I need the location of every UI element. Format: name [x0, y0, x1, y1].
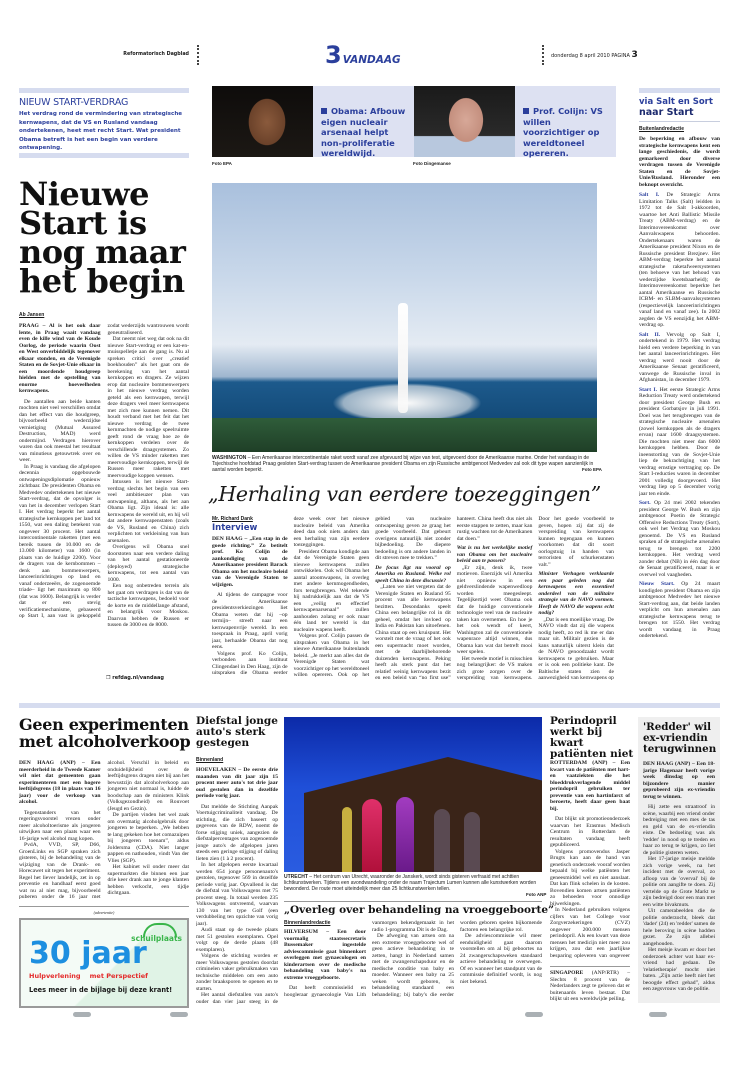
perindopril-headline: Perindopril werkt bij kwart patiënten niet: [550, 715, 634, 760]
interview-body: [212, 516, 614, 682]
paragraph: Volgens promovendus Jasper Brugts kan aan de hand van genetisch onderzoek vooraf worden bepaald bij welke patiënten het geneesmiddel wel en niet aanslaat. Dat kan flink schelen in de kosten. Bovendien komen artsen patiënten zo behoeden voor onnodige bijwerkingen.: [550, 848, 630, 907]
missile-caption: WASHINGTON – Een Amerikaanse intercontinentale raket wordt vanaf zee afgevuurd bij wijze van test, uitgevoerd door de Amerikaanse marine. Onder het vandaag in de Tsjechische hoofdstad Praag gesloten Start-verdrag tussen de Amerikaanse president Obama en zijn Russische ambtgenoot Medvedev zal ook dit type wapen aanzienlijk in aantal worden beperkt.: [212, 455, 594, 473]
window: [464, 812, 480, 872]
paragraph: Salt II. Vervolg op Salt I, ondertekend in 1979. Het verdrag hield een verdere beperking in van het aantal lanceerinrichtingen. Het verdrag werd nooit door de Amerikaanse Senaat geratificeerd, vanwege de Russische inval in Afghanistan, in december 1979.: [639, 331, 720, 383]
divider: [550, 966, 630, 967]
quote-obama: Obama: Afbouw eigen nucleair arsenaal helpt non-proliferatie wereldwijd.: [313, 86, 414, 157]
paragraph: Volgens de stichting worden er meer Volkswagens gestolen doordat criminelen vaker gebruikmaken van technische middelen om een auto zonder braaksporen te openen en te starten.: [196, 953, 278, 992]
paragraph-label: Salt II.: [639, 331, 661, 338]
interview-label: Interview: [212, 523, 258, 533]
page-marker: [525, 1012, 543, 1017]
paragraph: Een nog onbetreden terrein als het gaat om verdragen is dat van de tactische kernwapens, bedoeld voor de korte en de middellange afstand, en belangrijk voor Moskou. Daarvan hebben de Russen er tussen de 3000 en de 8000.: [107, 583, 189, 628]
perindopril-body: [550, 760, 630, 958]
paper-name: Reformatorisch Dagblad: [123, 52, 189, 57]
divider: [19, 88, 189, 93]
interview-headline: „Herhaling van eerdere toezeggingen”: [208, 482, 601, 506]
paragraph: Sort. Op 24 mei 2002 tekenden president George W. Bush en zijn ambtgenoot Poetin de Strategic Offensive Reductions Treaty (Sort), ook wel het Verdrag van Moskou genoemd. De VS en Rusland spraken af de strategische arsenalen terug te brengen tot 2200 kernkoppen. Het verdrag werd zonder debat (NB) in één dag door de Senaat geratificeerd, maar is er overwel vol vaagheden.: [639, 500, 720, 578]
paragraph-label: Salt I.: [639, 192, 660, 198]
window-red: [362, 799, 382, 872]
ad-big: 30 jaar: [29, 936, 147, 971]
page-marker: [73, 1012, 91, 1017]
section-name: VANDAAG: [342, 54, 401, 66]
quote-colijn: Prof. Colijn: VS willen voorzichtiger op wereldtoneel opereren.: [515, 86, 616, 157]
photo-credit: Foto ANP: [526, 892, 547, 897]
main-body: [19, 323, 189, 671]
sidebar-title-2: naar Start: [639, 107, 694, 118]
divider: [284, 901, 542, 902]
divider: [542, 45, 544, 65]
photo-credit: Foto EPA: [582, 467, 602, 472]
interview-byline: Mr. Richard Dank: [212, 516, 253, 522]
sidebar-byline: Buitenlandredactie: [639, 126, 685, 132]
main-headline: Nieuwe Start is nog maar het begin: [19, 175, 186, 300]
section-divider: [19, 703, 720, 708]
sidebar-body: [639, 136, 720, 706]
paragraph: De aantallen aan beide kanten mochten niet veel verschillen omdat dan het effect van die houdgreep, bijvoorbeeld wederzijdse vernietiging (Mutual Assured Destruction, MAD) werd ondermijnd. Verdragen hierover waren dan ook meestal het resultaat van minutieus getouwtrek over en weer.: [19, 398, 101, 463]
paragraph: Al tijdens de campagne voor de Amerikaanse presidentsverkiezingen liet Obama weten dat hij –op termijn– streeft naar een kernwapenvrije wereld. In een toespraak in Praag, april vorig jaar, herhaalde Obama dat nog eens.: [212, 592, 288, 650]
date: donderdag 8 april 2010 PAGINA: [551, 53, 630, 59]
divider: [19, 906, 189, 907]
paragraph: De adviescommissie wil meer eenduidigheid gaat daarom voorstellen om al bij geboortes na 24 zwangerschapsweken standaard actieve behandeling te overwegen. Of en wanneer het standpunt van de commissie definitief wordt, is nog niet bekend.: [460, 933, 542, 985]
refdag-link[interactable]: ❐ refdag.nl/vandaag: [106, 675, 164, 681]
sidebar-title: via Salt en Sort: [639, 97, 713, 107]
paragraph: De afweging van artsen om na een extreme vroeggeboorte wel of geen actieve behandeling in te zetten, hangt in Nederland samen met de zwangerschapsduur en de medische conditie van baby en moeder. Wanneer een baby na 25 weken wordt geboren, is behandeling standaard een behandeling; bij baby's die eerder worden geboren spelen bijkomende factoren een belangrijke rol.: [372, 920, 542, 998]
divider: [19, 153, 189, 158]
paragraph: In het afgelopen eerste kwartaal werden 654 jonge personenauto's gestolen, tegenover 569 in dezelfde periode vorig jaar. Opvallend is dat de diefstal van Volkswagens met 75 procent steeg. In totaal werden 235 Volkswagens ontvreemd, waarvan 130 van het type Golf (een verdubbeling ten opzichte van vorig jaar).: [196, 862, 278, 927]
paragraph: Volgens prof. Ko Colijn, verbonden aan instituut Clingendael in Den Haag, zijn de uitspraken die Obama eerder deze week over het nieuwe nucleaire beleid van Amerika deed dan ook niets anders dan een herhaling van zijn eerdere toezeggingen.: [212, 516, 370, 676]
missile-photo: [212, 183, 597, 452]
link-icon: ❐: [106, 675, 113, 681]
main-byline: Ab Jansen: [19, 312, 45, 318]
intro-box: [19, 88, 189, 158]
photo-credit: Foto Dingemanse: [413, 161, 451, 166]
paragraph: DEN HAAG – „Een stap in de goede richting.” Zo betitelt prof. Ko Colijn de aankondiging van de Amerikaanse president Barack Obama om het nucleaire beleid van de Verenigde Staten te wijzigen.: [212, 536, 288, 588]
paragraph: Het 17-jarige meisje meldde zich vorige week, na het incident met de overval, zo afloop van de 'overval' bij de politie om aangifte te doen. Zij vertelde op de Grote Markt te zijn bedreigd door een man met een witte bivakmuts.: [643, 856, 715, 908]
island: [212, 418, 597, 452]
advertisement[interactable]: [19, 918, 189, 1008]
paragraph: De focus ligt nu vooral op Amerika en Rusland. Welke rol speelt China in deze discussie?: [375, 564, 451, 584]
church-caption: UTRECHT – Het centrum van Utrecht, waaronder de Janskerk, wordt sinds gisteren verfraaid met achttien lichtkunstwerken. Tijdens een avondwandeling onder de naam Trajectum Lumen kunnen alle kunstwerken worden bewonderd. De route moet uiteindelijk meer dan 25 lichtkunstwerken tellen.: [284, 874, 537, 892]
paragraph: Nieuw Start. Op 24 maart kondigden president Obama en zijn ambtgenoot Medvedev het nieuwe Start-verdrag aan, dat beide landen verplicht om hun arsenalen aan strategische kernwapens terug te brengen tot 1550. Het verdrag wordt vandaag in Praag ondertekend.: [639, 581, 720, 639]
interview-text: [212, 516, 614, 682]
theft-body: [196, 767, 278, 1005]
intro-title: NIEUW START-VERDRAG: [19, 97, 129, 108]
smoke-cloud: [332, 383, 482, 423]
paragraph: Uit camerabeelden die de politie onderzocht, bleek dat 'dader' (24) en 'redder' samen de hele beroving in scène hadden gezet. Ze zijn allebei aangehouden.: [643, 908, 715, 947]
redder-headline: 'Redder' wil ex-vriendin terugwinnen: [643, 721, 717, 755]
paragraph: President Obama kondigde aan dat de Verenigde Staten geen nieuwe kernwapens zullen ontwikkelen. Ook wil Obama het aantal atoomwapens, in overleg met andere kernmogendheden, fors terugbrengen. Wel tekende hij nadrukkelijk aan dat de VS een „veilig en effectief kernwapenarsenaal” zullen aanhouden zolang er ook maar één land ter wereld is dat nucleaire wapens heeft.: [293, 548, 370, 633]
page-marker: [170, 1012, 188, 1017]
paragraph: DEN HAAG (ANP) – Een meerderheid in de Tweede Kamer wil niet dat gemeenten gaan experimenteren met een hogere leeftijdsgrens (18 in plaats van 16 jaar) voor de verkoop van alcohol.: [19, 760, 101, 805]
divider: [639, 121, 720, 122]
paragraph: HOEVELAKEN – De eerste drie maanden van dit jaar zijn 15 procent meer auto's tot drie jaar oud gestolen dan in dezelfde periode vorig jaar.: [196, 767, 278, 799]
paragraph: Intussen is het nieuwe Start-verdrag slechts het begin van een veel ambitieuzer plan van ontwapening, althans, als het aan Obama ligt. Zijn ideaal is: alle kernwapens de wereld uit, en hij wil dat andere kernwapenstaten (zoals de VS, Rusland en China) zich verplichten tot verkleining van hun arsenalen.: [107, 479, 189, 544]
window: [434, 809, 450, 872]
paragraph: Audi staat op de tweede plaats met 51 gestolen exemplaren. Opel volgt op de derde plaats (48 exemplaren).: [196, 927, 278, 953]
paragraph: DEN HAAG (ANP) – Een 18-jarige Hagenaar heeft vorige week dinsdag op een bijzondere manier geprobeerd zijn ex-vriendin terug te winnen.: [643, 761, 715, 800]
premature-text: [284, 920, 542, 998]
paragraph: Het aantal diefstallen van auto's ouder dan vier jaar steeg in de: [196, 992, 278, 1005]
ad-label: (advertentie): [93, 910, 115, 915]
date-line: [551, 50, 638, 60]
paragraph: Volgens prof. Colijn passen de uitspraken van Obama in het nieuwe Amerikaanse buitenlands beleid. „Je merkt aan alles dat de Verenigde Staten wat voorzichtiger op het wereldtoneel willen opereren. Ook op het gebied van nucleaire ontwapening geven ze graag het goede voorbeeld. Dat gebeurt overigens natuurlijk niet zonder bijbedoeling. De diepere bedoeling is om andere landen in dit streven mee te trekken.”: [293, 516, 451, 678]
paragraph: Het meisje kwam er door het onderzoek achter wat haar ex-vriend had gedaan. De 'relatietherapie' mocht niet baten. „Zijn actie heeft niet het beoogde effect gehad”, aldus een zegsvrouw van de politie.: [643, 947, 715, 992]
paragraph: Wat is nu het werkelijke motief van Obama om het nucleaire beleid aan te passen?: [456, 545, 533, 564]
page-number: 3: [631, 50, 638, 60]
paragraph: In Praag is vandaag die afgelopen decennia opgebouwde ontwapeningsdiplomatie opnieuw zichtbaar. De presidenten Obama en Medvedev ondertekenen het nieuwe Start-verdrag, dat de opvolger is van het in december verlopen Start I. Het verdrag beperkt het aantal strategische kernkoppen per land tot 1550, wat een daling betekent van ongeveer 30 procent. Het aantal intercontinentale raketten (met een bereik tussen de 10.000 en de 13.000 kilometer) van 1600 (in plaats van de huidige 2200). Voor de dragers van de kernbommen –denk aan bommenwerpers, lanceerinrichtingen op land en vanaf onderzeeërs, de zogenoemde triade– ligt het maximum op 800 (dat was 1600). Belangrijk is verder dat er een stevig verificatiemechanisme, gebaseerd op Start I, aan vast is gekoppeld zodat wederzijds wantrouwen wordt geneutraliseerd.: [19, 323, 189, 619]
section-number: 3: [325, 41, 342, 69]
paragraph: In Nederland gebruiken volgens cijfers van het College voor Zorgverzekeringen (CVZ) ongeveer 200.000 mensen perindopril. Als een kwart van deze mensen het medicijn niet meer zou krijgen, zou dat een jaarlijkse besparing opleveren van ongeveer: [550, 907, 630, 958]
paragraph: Het tweede motief is misschien nog belangrijker: de VS maken zich grote zorgen over de verspreiding van kernwapens. Door het goede voorbeeld te geven, hopen zij dat zij de verspreiding van kernwapens kunnen tegengaan en kunnen voorkomen dat dit soort oorlogstuig in handen van terroristen of schurkenstaten valt.”: [456, 516, 614, 681]
redder-body: [643, 761, 715, 997]
premature-headline: „Overleg over behandeling na vroeggeboorte”: [284, 904, 555, 916]
paragraph-label: Sort.: [639, 500, 651, 506]
paragraph-label: Start I.: [639, 386, 658, 393]
bullet-icon: [523, 108, 529, 114]
paragraph: Start I. Het eerste Strategic Arms Reduction Treaty werd ondertekend door president George Bush en president Gorbatsjov in juli 1991. Doel was het terugbrengen van de strategische nucleaire arsenalen (zowel kernkoppen als de dragers ervan) naar 1600 draagsystemen. Die mochten niet meer dan 6000 kernkoppen hebben. Door de ineenstorting van de Sovjet-Unie liep de bekrachtiging van het verdrag ernstige vertraging op. De Start I-reducties waren in december 2001 volledig doorgevoerd. Het verdrag liep op 5 december vorig jaar ten einde.: [639, 386, 720, 497]
wave-icon: [143, 923, 177, 937]
church-building: [304, 757, 542, 872]
section-title: [325, 41, 401, 69]
divider: [639, 88, 720, 93]
paragraph: „Dat is een moeilijke vraag. De NAVO vindt dat zij die wapens nodig heeft, zo red ik me er dan maar uit. Militair gezien is de kans natuurlijk uiterst klein dat de NAVO genoodzaakt wordt kernwapens te gebruiken. Maar er is ook een politieke kant. De Baltische staten zien de aanwezigheid van kernwapens op: [538, 616, 614, 681]
window-purple: [396, 797, 414, 872]
obama-photo: [212, 86, 313, 157]
paragraph: Tegenstanders van het regeringsvoorstel vrezen onder meer alcoholtoerisme als jongeren uitwijken naar een plaats waar een 16-jarige wel alcohol mag kopen.: [19, 809, 101, 842]
page-marker: [649, 1012, 667, 1017]
paragraph: HILVERSUM – Een door voormalig staatssecretaris Bussemaker ingestelde adviescommissie gaat binnenkort overleggen met gynaecologen en kinderartsen over de medische behandeling van baby's na extreme vroeggeboorte.: [284, 929, 366, 981]
divider: [197, 45, 199, 65]
intro-text: Het verdrag rond de vermindering van strategische kernwapens, dat de VS en Rusland vandaag ondertekenen, heet met recht Start. Wat president Obama betreft is het een begin van verdere ontwapening.: [19, 111, 183, 151]
paragraph: Overigens wil Obama snel doorstoten naar een verdere daling van het aantal gestationeerde (deployed) strategische kernwapens, tot een aantal van 1000.: [107, 544, 189, 583]
paragraph: Minister Verhagen verklaarde een paar geleden nog dat kernwapens een essentieel onderdeel van de militaire strategie van de NAVO vormen. Heeft de NAVO die wapens echt nodig?: [538, 571, 614, 616]
paragraph: Dat blijkt uit promotieonderzoek waarvan het Erasmus Medisch Centrum in Rotterdam de resultaten vandaag heeft gepubliceerd.: [550, 816, 630, 848]
alcohol-body: [19, 760, 189, 902]
photo-credit: Foto EPA: [212, 161, 232, 166]
paragraph: De beperking en afbouw van strategische kernwapens kent een lange geschiedenis, die wordt gemarkeerd door diverse verdragen tussen de Verenigde Staten en de Sovjet-Unie/Rusland. Hieronder een beknopt overzicht.: [639, 136, 720, 188]
premature-byline: Binnenlandredactie: [284, 920, 331, 926]
window-lit: [342, 807, 352, 872]
alcohol-headline: Geen experimenten met alcoholverkoop: [19, 715, 191, 751]
paragraph: Het kabinet wil onder meer dat supermarkten die binnen een jaar drie keer drank aan te jonge klanten hebben verkocht, een tijdje dichtgaan.: [107, 864, 189, 896]
paragraph: De partijen vinden het wel zaak om overmatig alcoholgebruik door jongeren te beperken. „We hebben te lang gekeken hoe het comazuipen bij jongeren toenam”, aldus Joldersma (CDA). Niet langer pappen en nathouden, vindt Van der Vlies (SGP).: [107, 812, 189, 864]
theft-byline: Binnenland: [196, 757, 224, 763]
theft-headline: Diefstal jonge auto's sterk gestegen: [196, 715, 278, 749]
sidebar: [639, 88, 720, 698]
ad-tagline: Hulpverlening met Perspectief: [29, 972, 148, 980]
colijn-photo: [414, 86, 515, 157]
paragraph: PRAAG – Al is het ook daar lente, in Praag waait vandaag even de kille wind van de Koude Oorlog, de periode waarin Oost en West onverbiddelijk tegenover elkaar stonden, en de Verenigde Staten en de Sovjet-Unie elkaar in een moordende houdgreep hielden met de opstelling van enorme hoeveelheden kernwapens.: [19, 323, 101, 394]
paragraph: „Er zijn, denk ik, twee motieven. Enerzijds wil Amerika niet opnieuw in een geldverslindende wapenwedloop worden meegesleept. Tegelijkertijd weet Obama ook dat de huidige conventionele technologie veel van de nucleaire taken kan overnemen. En hoe je het ook wendt of keert, Washington zal de conventionele wapenrace altijd winnen, dus Obama kan wat dat betreft mooi weer spelen.: [456, 564, 533, 655]
ad-cta: Lees meer in de bijlage bij deze krant!: [29, 986, 173, 994]
paragraph: Salt I. De Strategic Arms Limitation Talks (Salt) leidden in 1972 tot de Salt I-akkoorden, waartoe het Anti Ballistic Missile Treaty (ABM-verdrag) en de Interimovereenkomst over Aanvalswapens behoorden. Ondertekenaars waren de Amerikaanse president Nixon en de Russische president Brezjnev. Het ABM-verdrag beperkte het aantal strategische raketafweersystemen (ten behoeve van het behoud van wederzijdse kwetsbaarheid); de Interimovereenkomst beperkte het aantal Amerikaanse en Russische ICBM- en SLBM-aanvalssystemen (respectievelijk lanceerinrichtingen vanaf land en vanaf zee). In 2002 zegden de VS eenzijdig het ABM-verdrag op.: [639, 192, 720, 328]
ad-brand: schuilplaats: [131, 934, 182, 943]
paragraph: Dat heeft commissielid en hoogleraar gynaecologie Van Lith vanmorgen bekendgemaakt in het radio 1-programma Dit is de Dag.: [284, 920, 454, 998]
bullet-icon: [321, 108, 327, 114]
paragraph-label: Nieuw Start.: [639, 581, 675, 587]
paragraph: Dat neemt niet weg dat ook na dit nieuwe Start-verdrag er een kat-en-muisspelletje aan de gang is. Nu al spreken critici over „creatief boekhouden” als het gaat om de berekening van het aantal kernkoppen en dragers. Ze wijzen erop dat nucleaire bommenwerpers in het nieuwe verdrag worden geteld als een kernwapen, terwijl deze dragers veel meer kernwapens met zich mee kunnen nemen. Dit houdt verband met het feit dat het nieuwe verdrag de twee kernmachten de nodige speelruimte geeft rond de vraag hoe ze de kernkoppen verdelen over de verschillende draagsystemen. Zo willen de VS minder raketten met meervoudige kernkoppen, terwijl de Russen meer raketten met meervoudige koppen wensen.: [107, 336, 189, 479]
paragraph: Hij zette een straatroof in scène, waarbij een vriend onder bedreiging met een mes de tas en geld van de ex-vriendin eiste. De bedoeling was als 'redder' in nood op te treden en haar zo terug te krijgen, zo liet de politie gisteren weten.: [643, 804, 715, 856]
premature-body: [284, 920, 542, 1004]
church-photo: [284, 717, 542, 872]
brief-singapore: SINGAPORE (ANP/RTR) – Slechts 8 procent van de Nederlanders zegt te geloven dat er buitenaards leven bestaat. Dat blijkt uit een wereldwijde peiling.: [550, 970, 630, 1002]
paragraph: Dat meldde de Stichting Aanpak Voertuigcriminaliteit vandaag. De stichting, die zich baseert op gegevens van de RDW, noemt de forse stijging uniek, aangezien de diefstalpercentages van zogenoemde jonge auto's de afgelopen jaren steeds een geringe stijging of daling lieten zien (1 à 2 procent).: [196, 803, 278, 862]
redder-box: [638, 717, 720, 1003]
paragraph: „Laten we niet vergeten dat de Verenigde Staten en Rusland 95 procent van alle kernwapens bezitten. Desondanks speelt China een belangrijke rol in dit geheel, omdat het invloed op India en Pakistan kan uitoefenen. China staat op een kruispunt. Het worstelt met de vraag of het ook een supermacht moet worden, met de daarbijbehorende duizenden kernwapens. Peking heeft als sterk punt dat het relatief weinig kernwapens bezit en een beleid van “no first use” hanteert. China heeft dus niet als eerste stappen te zetten, maar kan rustig wachten tot de Amerikanen dat doen.”: [375, 516, 533, 681]
paragraph: PvdA, VVD, SP, D66, GroenLinks en SGP spraken zich gisteren, bij de behandeling van de wijziging van de Drank- en Horecawet uit tegen het experiment. Regel het liever landelijk, zet in op preventie en handhaaf eerst goed wat nu al niet mag, bijvoorbeeld puberen onder de 16 jaar met alcohol. Verschil in beleid en onduidelijkheid over de leeftijdsgrens dragen niet bij aan het bewustzijn dat alcoholverkoop aan jongeren niet normaal is, luidde de boodschap aan de ministers Klink (Volksgezondheid) en Rouvoet (Jeugd en Gezin).: [19, 760, 189, 900]
paragraph: ROTTERDAM (ANP) – Een kwart van de patiënten met hart- en vaatziekten die het bloeddrukverlagende middel perindopril gebruiken ter preventie van een hartinfarct of beroerte, heeft daar geen baat bij.: [550, 760, 630, 812]
